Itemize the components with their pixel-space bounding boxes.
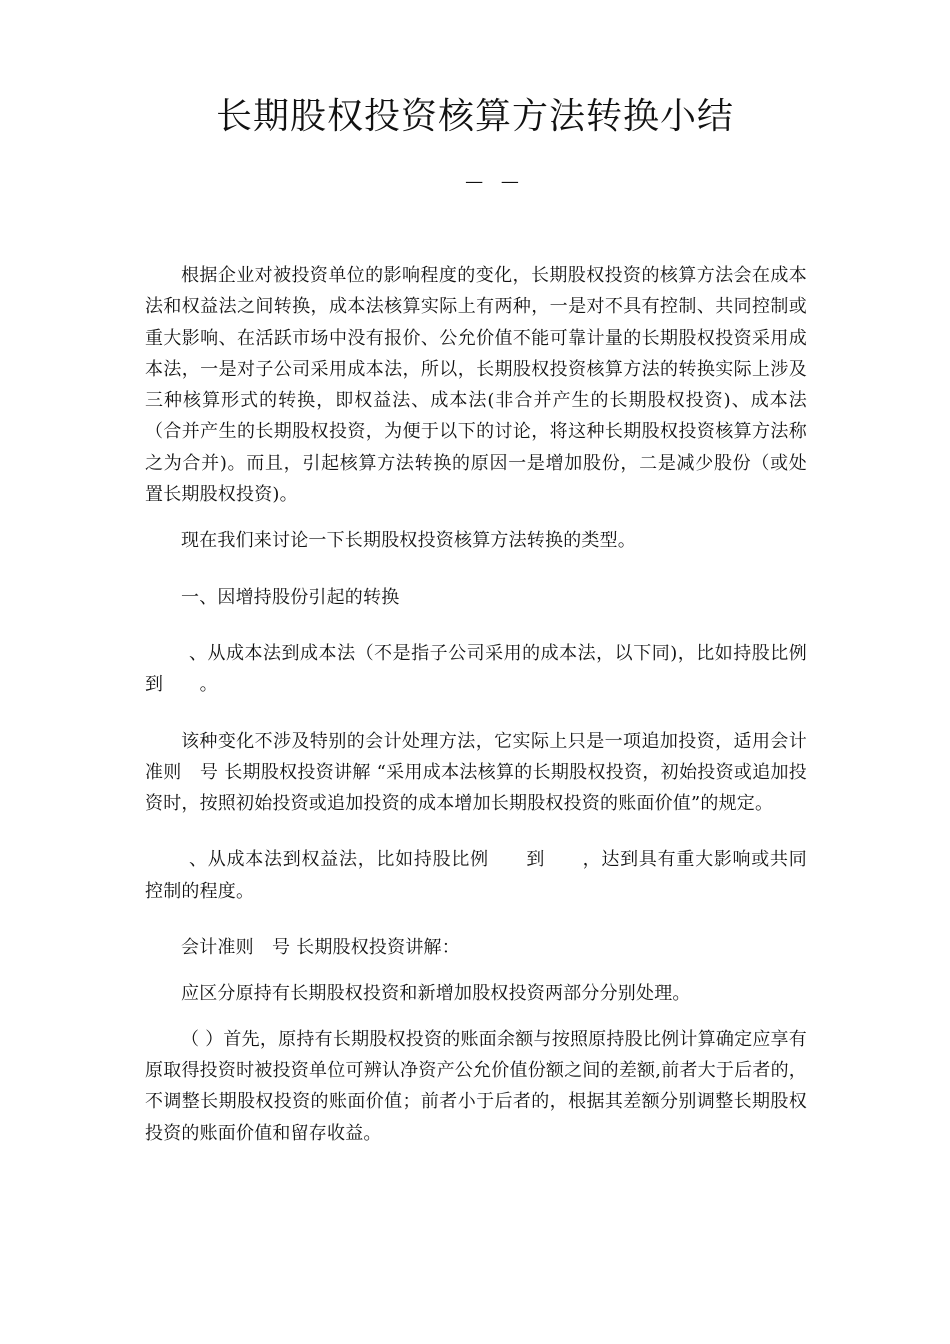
section-heading-increase: 一、因增持股份引起的转换: [181, 586, 400, 608]
paragraph-cost-to-cost: 、从成本法到成本法（不是指子公司采用的成本法，以下同)，比如持股比例 到 。: [145, 642, 844, 696]
subtitle-dashes: — —: [465, 171, 525, 192]
paragraph-standard-reference: 会计准则 号 长期股权投资讲解：: [181, 937, 460, 959]
paragraph-intro: 根据企业对被投资单位的影响程度的变化，长期股权投资的核算方法会在成本法和权益法之间转换，成本法核算实际上有两种，一是对不具有控制、共同控制或重大影响、在活跃市场中没有报价、公允价值不能可靠计量的长期股权投资采用成本法，一是对子公司采用成本法，所以，长期股权投资核算方法的转换实际上涉及三种核算形式的转换，即权益法、成本法(非合并产生的长期股权投资)、成本法（合并产生的长期股权投资，为便于以下的讨论，将这种长期股权投资核算方法称之为合并)。而且，引起核算方法转换的原因一是增加股份，二是减少股份（或处置长期股权投资)。: [145, 265, 807, 506]
paragraph-cost-to-equity: 、从成本法到权益法，比如持股比例 到 ，达到具有重大影响或共同控制的程度。: [145, 849, 807, 902]
paragraph-separate-treatment: 应区分原持有长期股权投资和新增加股权投资两部分分别处理。: [181, 983, 691, 1005]
paragraph-additional-investment: 该种变化不涉及特别的会计处理方法，它实际上只是一项追加投资，适用会计准则 号 长期股权投资讲解 “采用成本法核算的长期股权投资，初始投资或追加投资时，按照初始投资或追加投资的成本增加长期股权投资的账面价值”的规定。: [145, 730, 807, 815]
paragraph-first-step: （ ）首先，原持有长期股权投资的账面余额与按照原持股比例计算确定应享有原取得投资时被投资单位可辨认净资产公允价值份额之间的差额,前者大于后者的，不调整长期股权投资的账面价值；前者小于后者的，根据其差额分别调整长期股权投资的账面价值和留存收益。: [145, 1028, 807, 1144]
document-body: [145, 260, 844, 1149]
page-title: 长期股权投资核算方法转换小结: [215, 96, 734, 137]
paragraph-types-intro: 现在我们来讨论一下长期股权投资核算方法转换的类型。: [181, 530, 636, 552]
